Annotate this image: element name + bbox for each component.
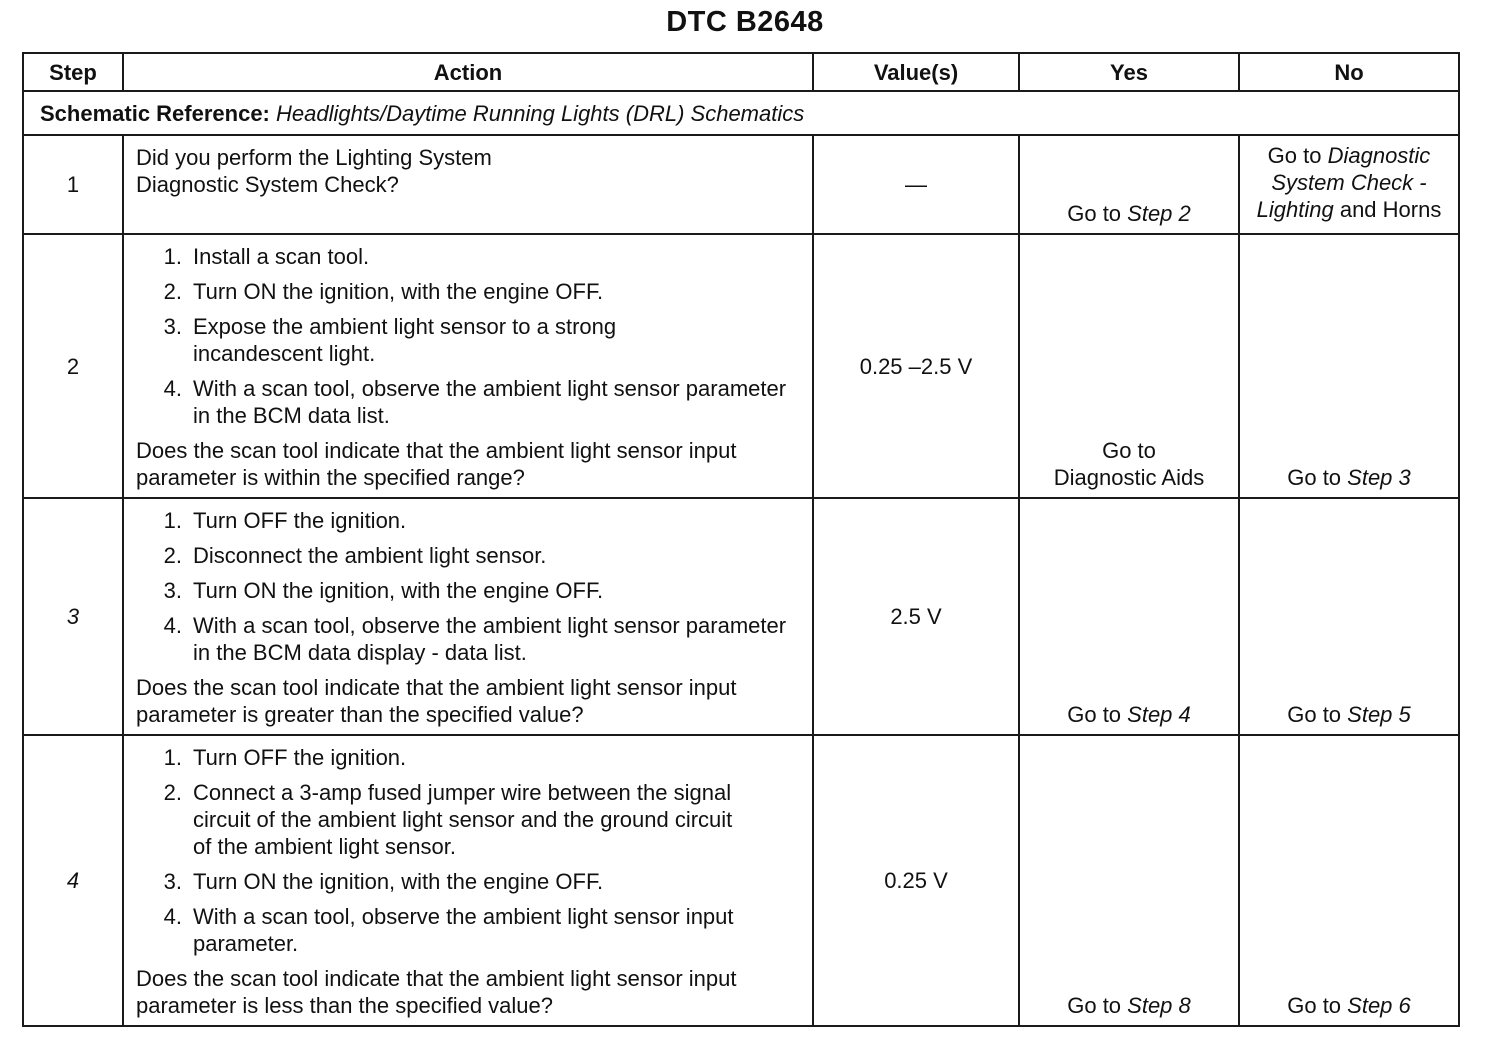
yes-link[interactable]: Step 4	[1127, 702, 1191, 727]
table-row	[23, 135, 1459, 234]
no-link[interactable]: Step 6	[1347, 993, 1411, 1018]
action-item: 1. Install a scan tool.	[163, 244, 370, 269]
step-value: 0.25 –2.5 V	[813, 234, 1019, 498]
step-number: 1	[23, 135, 123, 234]
action-item: 2. Disconnect the ambient light sensor.	[163, 543, 547, 568]
yes-link[interactable]: Step 8	[1127, 993, 1191, 1018]
header-action: Action	[123, 53, 813, 91]
action-item: 1. Turn OFF the ignition.	[163, 508, 407, 533]
header-yes: Yes	[1019, 53, 1239, 91]
step-value: 2.5 V	[813, 498, 1019, 735]
no-link[interactable]: Step 3	[1347, 465, 1411, 490]
no-link[interactable]: Step 5	[1347, 702, 1411, 727]
schematic-reference	[23, 91, 1459, 135]
action-item: 1. Turn OFF the ignition.	[163, 745, 407, 770]
action-item: 2. Connect a 3-amp fused jumper wire between the signal circuit of the ambient light sensor and the ground circuit of the ambient light sensor.	[163, 780, 733, 859]
step-question: Does the scan tool indicate that the ambient light sensor input parameter is greater than the specified value?	[136, 675, 737, 727]
table-row	[23, 498, 1459, 735]
action-list	[136, 507, 802, 666]
action-item: 4. With a scan tool, observe the ambient light sensor parameter in the BCM data display - data list.	[163, 613, 787, 665]
schematic-row	[23, 91, 1459, 135]
action-list	[136, 744, 802, 957]
step-number: 2	[23, 234, 123, 498]
header-no: No	[1239, 53, 1459, 91]
yes-cell: Go to Step 2	[1019, 135, 1239, 234]
table-row	[23, 735, 1459, 1026]
step-number: 4	[23, 735, 123, 1026]
action-item: 3. Turn ON the ignition, with the engine OFF.	[163, 578, 604, 603]
action-item: 4. With a scan tool, observe the ambient light sensor input parameter.	[163, 904, 734, 956]
diagnostic-table	[22, 52, 1460, 1027]
header-values: Value(s)	[813, 53, 1019, 91]
yes-cell: Go to Step 4	[1019, 498, 1239, 735]
schematic-link[interactable]: Headlights/Daytime Running Lights (DRL) Schematics	[276, 100, 805, 126]
no-cell: Go to Step 6	[1239, 735, 1459, 1026]
no-cell: Go to Step 5	[1239, 498, 1459, 735]
yes-link[interactable]: Step 2	[1127, 201, 1191, 226]
step-value: —	[813, 135, 1019, 234]
page-title: DTC B2648	[666, 6, 824, 38]
yes-link[interactable]: Diagnostic Aids	[1053, 465, 1205, 490]
no-cell: Go to Step 3	[1239, 234, 1459, 498]
action-item: 2. Turn ON the ignition, with the engine OFF.	[163, 279, 604, 304]
action-item: 3. Expose the ambient light sensor to a strong incandescent light.	[163, 314, 617, 366]
schematic-label: Schematic Reference:	[40, 100, 270, 126]
header-step: Step	[23, 53, 123, 91]
yes-cell: Go to Diagnostic Aids	[1019, 234, 1239, 498]
step-value: 0.25 V	[813, 735, 1019, 1026]
header-row	[23, 53, 1459, 91]
step-question: Did you perform the Lighting System Diagnostic System Check?	[136, 145, 492, 197]
action-list	[136, 243, 802, 429]
step-question: Does the scan tool indicate that the ambient light sensor input parameter is less than the specified value?	[136, 966, 737, 1018]
step-question: Does the scan tool indicate that the ambient light sensor input parameter is within the specified range?	[136, 438, 737, 490]
no-cell: Go to Diagnostic System Check - Lighting and Horns	[1239, 135, 1459, 234]
table-row	[23, 234, 1459, 498]
no-link-cont[interactable]: Lighting	[1256, 197, 1334, 222]
action-item: 3. Turn ON the ignition, with the engine OFF.	[163, 869, 604, 894]
step-number: 3	[23, 498, 123, 735]
no-link[interactable]: Diagnostic System Check -	[1271, 143, 1431, 195]
action-item: 4. With a scan tool, observe the ambient light sensor parameter in the BCM data list.	[163, 376, 787, 428]
yes-cell: Go to Step 8	[1019, 735, 1239, 1026]
